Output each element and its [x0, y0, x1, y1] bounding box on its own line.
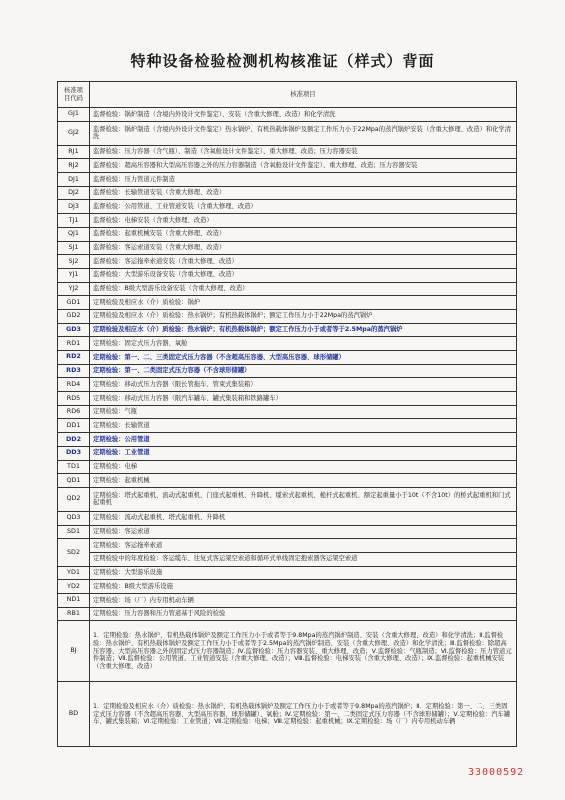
item-description: 定期检验：塔式起重机、流动式起重机、门座式起重机、升降机、缆索式起重机、桅杆式起重机、额定起重量小于10t（不含10t）的桥式起重机和门式起重机: [90, 487, 517, 511]
table-row: [58, 364, 517, 378]
item-description: 定期检验：客运拖牵索道: [90, 539, 517, 553]
item-code: RD3: [58, 364, 90, 378]
table-row: [58, 474, 517, 488]
item-code: QD3: [58, 511, 90, 525]
table-row: [58, 580, 517, 594]
item-description: 定期检验：固定式压力容器、氧舱: [90, 337, 517, 351]
serial-number: 33000592: [468, 767, 525, 778]
item-code: RD1: [58, 337, 90, 351]
item-code: GJ2: [58, 121, 90, 145]
item-description: 定期检验及相应水（介）质检验：热水锅炉；有机热载体锅炉；额定工作压力小于或者等于2.5Mpa的蒸汽锅炉: [90, 323, 517, 337]
item-code: TD1: [58, 460, 90, 474]
table-row: [58, 511, 517, 525]
table-row: [58, 145, 517, 159]
item-description: 定期检验：工业管道: [90, 446, 517, 460]
item-code: DD3: [58, 446, 90, 460]
table-row: [58, 351, 517, 365]
table-row: [58, 200, 517, 214]
table-row: [58, 392, 517, 406]
item-code: GD1: [58, 296, 90, 310]
table-row: [58, 309, 517, 323]
bj-row: [58, 621, 517, 682]
table-body: [58, 82, 517, 747]
table-row: [58, 214, 517, 228]
item-description: 定期检验：起重机械: [90, 474, 517, 488]
item-description: 监督检验：超高压容器和大型高压容器之外的压力容器制造（含氧舱设计文件鉴定）、重大修理、改造；压力容器安装: [90, 159, 517, 173]
item-description: 定期检验：气瓶: [90, 405, 517, 419]
table-row: [58, 460, 517, 474]
table-row: [58, 241, 517, 255]
table-row: [58, 487, 517, 511]
item-code: SJ2: [58, 255, 90, 269]
item-code: RJ2: [58, 159, 90, 173]
item-code: DD2: [58, 433, 90, 447]
table-row: [58, 378, 517, 392]
item-description: 监督检验：锅炉制造（含境内外设计文件鉴定）热水锅炉、有机热载体锅炉及额定工作压力小于22Mpa的蒸汽锅炉安装（含重大修理、改造）和化学清洗: [90, 121, 517, 145]
table-row: [58, 227, 517, 241]
item-description: 定期检验：B级大型游乐设施: [90, 580, 517, 594]
item-code: BJ: [58, 621, 90, 682]
item-code: QD1: [58, 474, 90, 488]
item-description: 监督检验：长输管道安装（含重大修理、改造）: [90, 186, 517, 200]
item-code: RD5: [58, 392, 90, 406]
table-row: [58, 159, 517, 173]
item-description: 监督检验：电梯安装（含重大修理、改造）: [90, 214, 517, 228]
table-row: [58, 566, 517, 580]
item-description: 定期检验：压力容器和压力管道基于风险的检验: [90, 607, 517, 621]
item-code: YJ1: [58, 268, 90, 282]
table-row: [58, 337, 517, 351]
header-item: 核准项目: [90, 82, 517, 108]
item-code: GD3: [58, 323, 90, 337]
item-description: 定期检验：电梯: [90, 460, 517, 474]
approval-items-table: [57, 81, 517, 747]
item-description: 定期检验：长输管道: [90, 419, 517, 433]
table-row: [58, 282, 517, 296]
item-description: 定期检验：第一、二、三类固定式压力容器（不含超高压容器、大型高压容器、球形储罐）: [90, 351, 517, 365]
item-code: YD1: [58, 566, 90, 580]
table-row: [58, 268, 517, 282]
item-description: 监督检验：客运索道安装（含重大修理、改造）: [90, 241, 517, 255]
item-description: 定期检验：移动式压力容器（限汽车罐车、罐式集装箱和铁路罐车）: [90, 392, 517, 406]
item-description: 定期检验：第一、二类固定式压力容器（不含球形储罐）: [90, 364, 517, 378]
table-row: [58, 433, 517, 447]
table-row: [58, 173, 517, 187]
item-code: GD2: [58, 309, 90, 323]
item-code: SJ1: [58, 241, 90, 255]
item-description: 定期检验：公用管道: [90, 433, 517, 447]
item-description: 监督检验：锅炉制造（含境内外设计文件鉴定）、安装（含重大修理、改造）和化学清洗: [90, 108, 517, 122]
item-code: DD1: [58, 419, 90, 433]
item-description: 定期检验：流动式起重机、塔式起重机、升降机: [90, 511, 517, 525]
item-description: 监督检验：大型游乐设备安装（含重大修理、改造）: [90, 268, 517, 282]
document-title: 特种设备检验检测机构核准证（样式）背面: [130, 52, 435, 70]
item-description: 定期检验：场（厂）内专用机动车辆: [90, 594, 517, 608]
table-row: [58, 539, 517, 553]
item-description: 1．定期检验：热水锅炉、有机热载体锅炉及额定工作压力小于或者等于9.8Mpa的蒸汽锅炉制造、安装（含重大修理、改造）和化学清洗；Ⅱ.监督检验：热水锅炉、有机热载体锅炉及额定工作压力小于或者等于2.5Mpa的蒸汽锅炉制造、安装（含重大修理、改造）和化学清洗；Ⅲ.监督检验：除超高压容器、大型高压容器之外的固定式压力容器制造；Ⅳ.监督检验：压力容器安装、重大修理、改造；Ⅴ.监督检验：气瓶制造；Ⅵ.监督检验：压力管道元件制造；Ⅶ.监督检验：公用管道、工业管道安装（含重大修理、改造）；Ⅷ.监督检验：电梯安装（含重大修理、改造）；Ⅸ.监督检验：起重机械安装（含重大修理、改造）: [90, 621, 517, 682]
item-description: 监督检验：起重机械安装（含重大修理、改造）: [90, 227, 517, 241]
item-code: QJ1: [58, 227, 90, 241]
item-code: RD4: [58, 378, 90, 392]
table-row: [58, 405, 517, 419]
item-description: 定期检验及相应水（介）质检验：热水锅炉；有机热载体锅炉；额定工作压力小于22Mpa的蒸汽锅炉: [90, 309, 517, 323]
table-header-row: [58, 82, 517, 108]
item-code: SD2: [58, 539, 90, 566]
bd-row: [58, 682, 517, 747]
item-code: TJ1: [58, 214, 90, 228]
table-row: [58, 446, 517, 460]
item-code: YJ2: [58, 282, 90, 296]
item-description: 监督检验：压力管道元件制造: [90, 173, 517, 187]
item-description: 定期检验：客运索道: [90, 525, 517, 539]
table-row: [58, 525, 517, 539]
item-description: 定期检验及相应水（介）质检验：锅炉: [90, 296, 517, 310]
table-row: [58, 419, 517, 433]
item-code: DJ3: [58, 200, 90, 214]
item-description: 监督检验：压力容器（含气瓶）、制造（含氧舱设计文件鉴定）、重大修理、改造；压力容器安装: [90, 145, 517, 159]
item-description: 定期检验中的年度检验：客运缆车、往复式客运架空索道和循环式单线固定抱索器客运架空索道: [90, 552, 517, 566]
item-code: RJ1: [58, 145, 90, 159]
item-description: 1．定期检验及相应水（介）质检验：热水锅炉、有机热载体锅炉及额定工作压力小于或者等于9.8Mpa的蒸汽锅炉；Ⅱ．定期检验：第一、二、三类固定式压力容器（不含超高压容器、大型高压容器、球形储罐）、氧舱；Ⅳ.定期检验：第一、二类固定式压力容器（不含球形储罐）；Ⅴ.定期检验：汽车罐车、罐式集装箱；Ⅵ.定期检验：工业管道；Ⅶ.定期检验：电梯；Ⅷ.定期检验：起重机械；Ⅸ.定期检验：场（厂）内专用机动车辆: [90, 682, 517, 747]
item-description: 定期检验：大型游乐设施: [90, 566, 517, 580]
item-code: DJ2: [58, 186, 90, 200]
item-description: 定期检验：移动式压力容器（限长管拖车、管束式集装箱）: [90, 378, 517, 392]
table-row: [58, 121, 517, 145]
table-row: [58, 323, 517, 337]
table-row: [58, 108, 517, 122]
table-row: [58, 594, 517, 608]
item-code: QD2: [58, 487, 90, 511]
table-row: [58, 255, 517, 269]
item-code: DJ1: [58, 173, 90, 187]
item-description: 监督检验：公用管道、工业管道安装（含重大修理、改造）: [90, 200, 517, 214]
table-row: [58, 296, 517, 310]
header-code: 核准项目代码: [58, 82, 90, 108]
item-description: 监督检验：B级大型游乐设备安装（含重大修理、改造）: [90, 282, 517, 296]
item-code: RB1: [58, 607, 90, 621]
item-code: BD: [58, 682, 90, 747]
item-code: RD6: [58, 405, 90, 419]
item-code: ND1: [58, 594, 90, 608]
table-row: [58, 607, 517, 621]
table-row: [58, 186, 517, 200]
table-row: [58, 552, 517, 566]
item-code: SD1: [58, 525, 90, 539]
item-code: RD2: [58, 351, 90, 365]
item-code: YD2: [58, 580, 90, 594]
item-code: GJ1: [58, 108, 90, 122]
item-description: 监督检验：客运拖牵索道安装（含重大修理、改造）: [90, 255, 517, 269]
